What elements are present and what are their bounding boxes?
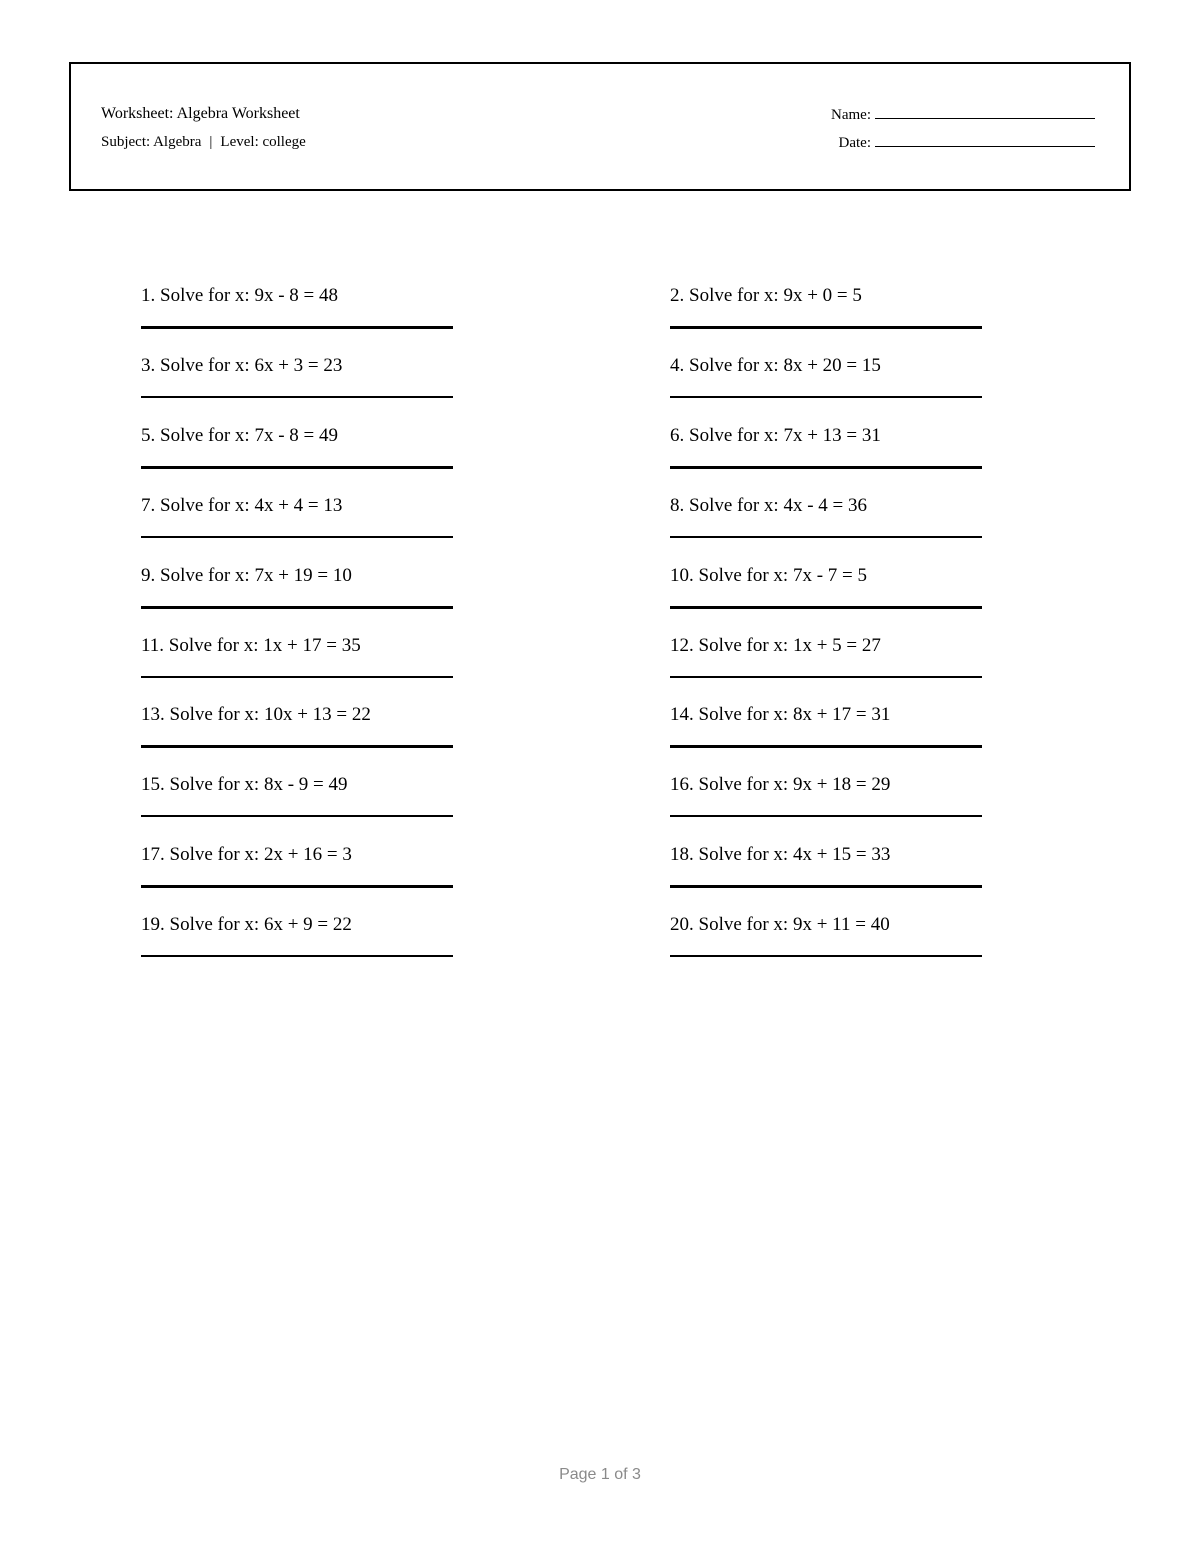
problem-text: 4. Solve for x: 8x + 20 = 15 [670,354,881,376]
answer-line[interactable] [141,606,453,609]
problem-item [670,704,982,726]
answer-line[interactable] [670,955,982,957]
answer-line[interactable] [141,815,453,817]
answer-line[interactable] [141,955,453,957]
problem-text: 8. Solve for x: 4x - 4 = 36 [670,494,868,516]
problem-item [141,495,453,517]
name-label: Name: [831,107,871,123]
date-label: Date: [838,135,871,151]
problem-text: 20. Solve for x: 9x + 11 = 40 [670,914,890,936]
problem-text: 17. Solve for x: 2x + 16 = 3 [141,844,352,866]
problem-item [670,774,982,796]
problem-text: 18. Solve for x: 4x + 15 = 33 [670,844,891,866]
answer-line[interactable] [670,745,982,748]
problem-text: 1. Solve for x: 9x - 8 = 48 [141,285,339,306]
answer-line[interactable] [670,606,982,609]
answer-line[interactable] [670,885,982,888]
answer-line[interactable] [141,326,453,329]
answer-line[interactable] [141,885,453,888]
problem-item [141,425,453,447]
problem-item [670,914,982,936]
problem-item [670,844,982,866]
answer-line[interactable] [670,396,982,398]
problem-text: 9. Solve for x: 7x + 19 = 10 [141,564,352,586]
problem-text: 13. Solve for x: 10x + 13 = 22 [141,704,371,726]
problem-text: 3. Solve for x: 6x + 3 = 23 [141,354,343,376]
date-field[interactable] [839,134,1095,152]
answer-line[interactable] [670,326,982,329]
answer-line[interactable] [670,536,982,538]
problem-text: 2. Solve for x: 9x + 0 = 5 [670,285,862,306]
problem-item [670,495,982,517]
problem-text: 12. Solve for x: 1x + 5 = 27 [670,634,881,656]
answer-line[interactable] [670,466,982,469]
problem-text: 15. Solve for x: 8x - 9 = 49 [141,774,348,796]
problem-text: 14. Solve for x: 8x + 17 = 31 [670,704,891,726]
problem-text: 7. Solve for x: 4x + 4 = 13 [141,494,343,516]
problem-item [141,914,453,936]
name-field[interactable] [831,106,1095,124]
answer-line[interactable] [141,745,453,748]
answer-line[interactable] [141,466,453,469]
answer-line[interactable] [670,676,982,678]
problem-item [141,844,453,866]
subject-label: Subject: Algebra [101,134,202,150]
problem-item [141,774,453,796]
problem-text: 16. Solve for x: 9x + 18 = 29 [670,774,891,796]
problem-text: 11. Solve for x: 1x + 17 = 35 [141,634,361,656]
problem-item [670,425,982,447]
answer-line[interactable] [670,815,982,817]
problem-item [670,285,982,307]
problem-item [670,635,982,657]
problem-item [141,635,453,657]
answer-line[interactable] [141,396,453,398]
problem-item [141,704,453,726]
worksheet-meta [101,134,306,151]
problem-item [141,565,453,587]
problem-text: 10. Solve for x: 7x - 7 = 5 [670,564,868,586]
problem-text: 6. Solve for x: 7x + 13 = 31 [670,424,881,446]
date-blank[interactable] [875,134,1095,147]
answer-line[interactable] [141,676,453,678]
worksheet-title: Worksheet: Algebra Worksheet [101,105,300,122]
problem-item [141,355,453,377]
problem-text: 19. Solve for x: 6x + 9 = 22 [141,914,352,936]
problem-item [141,285,453,307]
meta-separator: | [209,134,213,150]
answer-line[interactable] [141,536,453,538]
name-blank[interactable] [875,106,1095,119]
page-number: Page 1 of 3 [559,1466,641,1483]
problem-text: 5. Solve for x: 7x - 8 = 49 [141,424,339,446]
problem-item [670,565,982,587]
level-label: Level: college [220,134,306,150]
worksheet-header [69,62,1131,191]
problem-item [670,355,982,377]
